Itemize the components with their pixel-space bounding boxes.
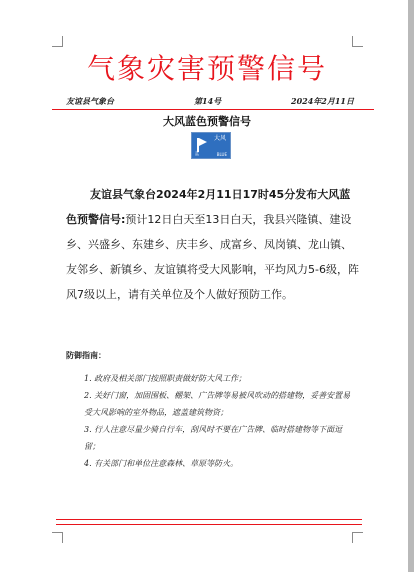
- guidance-title: 防御指南：: [66, 350, 106, 360]
- bulletin-paragraph: [66, 182, 360, 307]
- icon-label-bottom-en: BLUE: [216, 152, 227, 157]
- issuing-organization: 友谊县气象台: [66, 96, 114, 106]
- icon-label-chinese: 大风: [213, 135, 226, 142]
- issue-date: 2024年2月11日: [291, 96, 354, 106]
- bulletin-lead: 友谊县气象台2024年2月11日17时45分发布大风蓝色预警信号:: [66, 188, 351, 226]
- crop-mark-bottom-right: [352, 532, 363, 543]
- issue-info-line: [66, 96, 356, 110]
- issue-number: 第14号: [194, 96, 222, 106]
- bulletin-body: 预计12日白天至13日白天，我县兴隆镇、建设乡、兴盛乡、东建乡、庆丰乡、成富乡、凤岗镇、龙山镇、友邻乡、新镇乡、友谊镇将受大风影响，平均风力5-6级，阵风7级以上，请有关单位及个人做好预防工作。: [66, 213, 359, 301]
- defense-guidance: [66, 350, 358, 472]
- guidance-item: 2. 关好门窗，加固围板、棚架、广告牌等易被风吹动的搭建物，妥善安置易受大风影响的室外物品，遮盖建筑物资；: [84, 391, 351, 417]
- guidance-item: 1. 政府及相关部门按照职责做好防大风工作；: [84, 374, 247, 383]
- crop-mark-top-left: [52, 36, 63, 47]
- footer-red-rule-top: [56, 519, 362, 520]
- crop-mark-bottom-left: [52, 532, 63, 543]
- footer-red-rule-bottom: [56, 524, 362, 525]
- guidance-item: 3. 行人注意尽量少骑自行车，刮风时不要在广告牌、临时搭建物等下面逗留；: [84, 425, 343, 451]
- icon-label-bottom-cn: 蓝: [195, 151, 199, 156]
- wind-blue-warning-icon: [191, 132, 231, 159]
- wind-flag-glyph: [197, 138, 199, 152]
- guidance-item: 4. 有关部门和单位注意森林、草原等防火。: [84, 459, 239, 468]
- header-red-rule: [52, 109, 374, 110]
- crop-mark-top-right: [352, 36, 363, 47]
- signal-title: 大风蓝色预警信号: [163, 115, 251, 128]
- masthead-title: 气象灾害预警信号: [86, 52, 327, 85]
